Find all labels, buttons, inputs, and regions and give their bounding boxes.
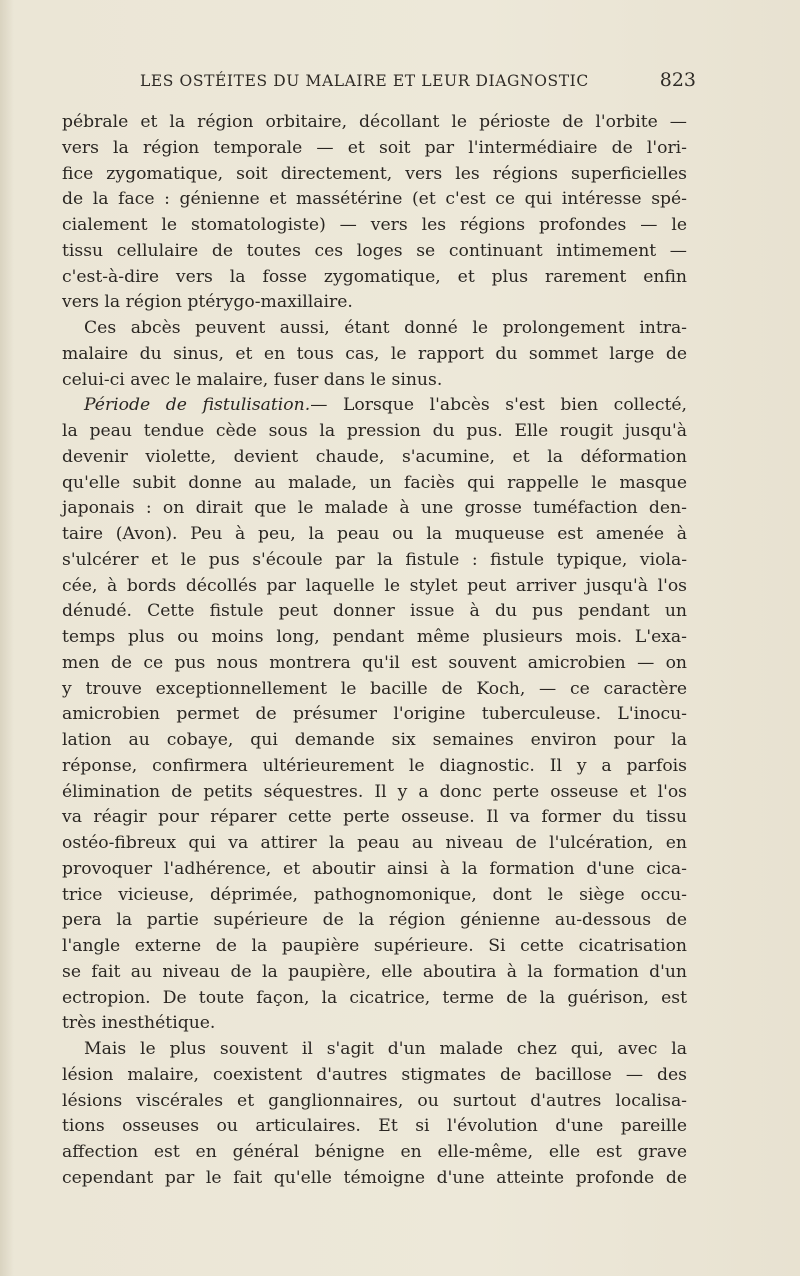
text-line	[62, 393, 687, 419]
text-line: fice zygomatique, soit directement, vers les régions superficielles	[62, 163, 687, 184]
text-line: affection est en général bénigne en elle-même, elle est grave	[62, 1142, 687, 1162]
text-line: taire (Avon). Peu à peu, la peau ou la muqueuse est amenée à	[62, 524, 687, 544]
text-line: japonais : on dirait que le malade à une grosse tuméfaction den-	[62, 498, 687, 519]
text-line: tions osseuses ou articulaires. Et si l'évolution d'une pareille	[62, 1116, 687, 1137]
text-line: cependant par le fait qu'elle témoigne d'une atteinte profonde de	[62, 1167, 687, 1188]
text-line: de la face : génienne et massétérine (et c'est ce qui intéresse spé-	[62, 189, 687, 210]
text-line: pébrale et la région orbitaire, décollant le périoste de l'orbite —	[62, 112, 687, 132]
text-line: dénudé. Cette fistule peut donner issue à du pus pendant un	[62, 601, 687, 622]
text-line: se fait au niveau de la paupière, elle aboutira à la formation d'un	[62, 961, 687, 982]
text-line: vers la région ptérygo-maxillaire.	[62, 292, 353, 313]
text-line: malaire du sinus, et en tous cas, le rapport du sommet large de	[62, 343, 687, 364]
page-header	[140, 69, 696, 96]
text-line: c'est-à-dire vers la fosse zygomatique, et plus rarement enfin	[62, 266, 687, 287]
text-line: Mais le plus souvent il s'agit d'un malade chez qui, avec la	[84, 1039, 687, 1059]
text-line: y trouve exceptionnellement le bacille de Koch, — ce caractère	[62, 678, 687, 699]
text-line: amicrobien permet de présumer l'origine tuberculeuse. L'inocu-	[62, 704, 687, 725]
text-line: réponse, confirmera ultérieurement le diagnostic. Il y a parfois	[62, 755, 687, 776]
text-line: celui-ci avec le malaire, fuser dans le sinus.	[62, 369, 443, 390]
text-line: ostéo-fibreux qui va attirer la peau au niveau de l'ulcération, en	[62, 833, 687, 853]
text-line-rest: — Lorsque l'abcès s'est bien collecté,	[310, 395, 687, 416]
text-line: cée, à bords décollés par laquelle le stylet peut arriver jusqu'à l'os	[62, 575, 687, 596]
page-number: 823	[659, 69, 696, 91]
text-line: la peau tendue cède sous la pression du pus. Elle rougit jusqu'à	[62, 421, 687, 441]
text-line: trice vicieuse, déprimée, pathognomonique, dont le siège occu-	[62, 884, 687, 905]
text-line: ectropion. De toute façon, la cicatrice, terme de la guérison, est	[62, 987, 687, 1008]
text-line: très inesthétique.	[62, 1013, 216, 1034]
text-line: Ces abcès peuvent aussi, étant donné le prolongement intra-	[84, 318, 687, 338]
text-line: tissu cellulaire de toutes ces loges se continuant intimement —	[62, 240, 687, 261]
text-line: lésions viscérales et ganglionnaires, ou surtout d'autres localisa-	[62, 1090, 687, 1111]
text-line: lésion malaire, coexistent d'autres stigmates de bacillose — des	[62, 1064, 687, 1085]
text-line: pera la partie supérieure de la région génienne au-dessous de	[62, 910, 687, 931]
section-heading: Période de fistulisation.	[84, 395, 311, 416]
text-line: temps plus ou moins long, pendant même plusieurs mois. L'exa-	[62, 627, 687, 647]
text-line: qu'elle subit donne au malade, un faciès qui rappelle le masque	[62, 472, 687, 493]
body-text	[62, 110, 687, 1192]
text-line: men de ce pus nous montrera qu'il est souvent amicrobien — on	[62, 652, 687, 673]
text-line: lation au cobaye, qui demande six semaines environ pour la	[62, 730, 687, 750]
text-line: élimination de petits séquestres. Il y a donc perte osseuse et l'os	[62, 781, 687, 802]
text-line: l'angle externe de la paupière supérieure. Si cette cicatrisation	[62, 936, 687, 956]
text-line: provoquer l'adhérence, et aboutir ainsi à la formation d'une cica-	[62, 858, 687, 879]
text-line: cialement le stomatologiste) — vers les régions profondes — le	[62, 215, 687, 235]
text-line: va réagir pour réparer cette perte osseuse. Il va former du tissu	[62, 807, 687, 828]
text-line: devenir violette, devient chaude, s'acumine, et la déformation	[62, 446, 687, 467]
text-line: vers la région temporale — et soit par l'intermédiaire de l'ori-	[62, 137, 687, 158]
running-title: LES OSTÉITES DU MALAIRE ET LEUR DIAGNOSTIC	[140, 72, 589, 90]
text-line: s'ulcérer et le pus s'écoule par la fistule : fistule typique, viola-	[62, 549, 687, 570]
